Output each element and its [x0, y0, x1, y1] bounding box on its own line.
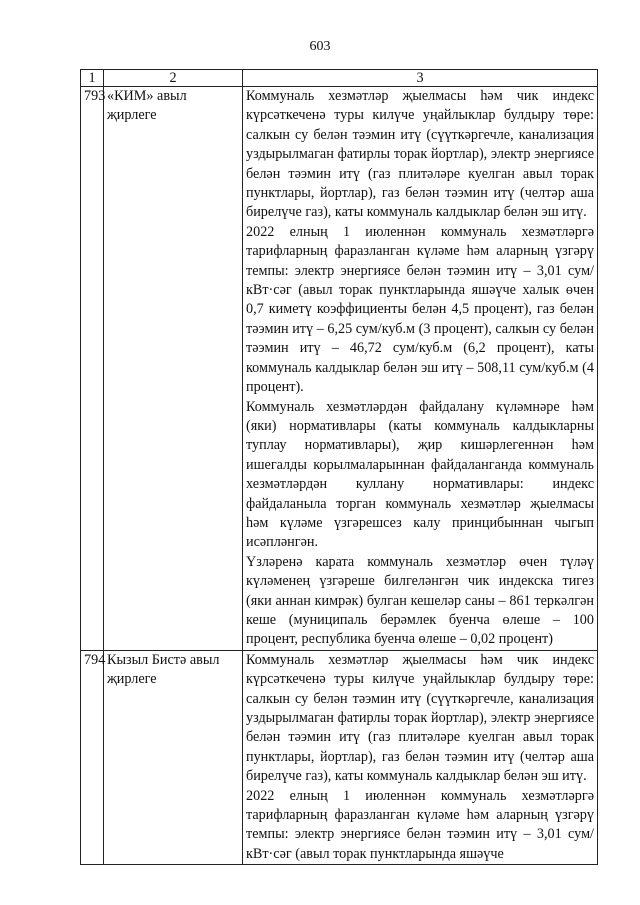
- settlement-name: Кызыл Бистә авыл җирлеге: [104, 650, 243, 864]
- paragraph: Коммуналь хезмәтләрдән файдалану күләмнәре һәм (яки) нормативлары (каты коммуналь калдыкларны туплау нормативлары), җир кишәрлегеннән һәм ишегалды корылмаларыннан файдаланганда коммуналь хезмәтләрдән куллану нормативлары: индекс файдаланыла торган коммуналь хезмәтләр җыелмасы һәм күләме үзгәрешсез калу принцибыннан чыгып исәпләнгән.: [246, 398, 594, 551]
- description-cell: [243, 650, 598, 864]
- table-header-row: [81, 70, 598, 87]
- table-row: [81, 650, 598, 864]
- row-number: 794: [81, 650, 104, 864]
- description-cell: [243, 87, 598, 651]
- paragraph: Коммуналь хезмәтләр җыелмасы һәм чик индекс күрсәткеченә туры килүче уңайлыклар булдыру төре: салкын су белән тәэмин итү (сүүткәргечле, канализация уздырылмаган фатирлы торак йортлар), электр энергиясе белән тәэмин итү (газ плитәләре куелган авыл торак пунктлары, йортлар), газ белән тәэмин итү (челтәр аша бирелүче газ), каты коммуналь калдыклар белән эш итү.: [246, 88, 594, 221]
- page-number: 603: [309, 39, 331, 54]
- settlement-name: «КИМ» авыл җирлеге: [104, 87, 243, 651]
- table-row: [81, 87, 598, 651]
- paragraph: Коммуналь хезмәтләр җыелмасы һәм чик индекс күрсәткеченә туры килүче уңайлыклар булдыру төре: салкын су белән тәэмин итү (сүүткәргечле, канализация уздырылмаган фатирлы торак йортлар), электр энергиясе белән тәэмин итү (газ плитәләре куелган авыл торак пунктлары, йортлар), газ белән тәэмин итү (челтәр аша бирелүче газ), каты коммуналь калдыклар белән эш итү.: [246, 651, 594, 785]
- paragraph: 2022 елның 1 июленнән коммуналь хезмәтләргә тарифларның фаразланган күләме һәм аларның үзгәрү темпы: электр энергиясе белән тәэмин итү – 3,01 сум/кВт·сәг (авыл торак пунктларында яшәүче халык өчен 0,7 киметү коэффициенты белән 4,5 процент), газ белән тәэмин итү – 6,25 сум/куб.м (3 процент), салкын су белән тәэмин итү – 46,72 сум/куб.м (6,2 процент), каты коммуналь калдыклар белән эш итү – 508,11 сум/куб.м (4 процент).: [246, 223, 594, 396]
- data-table: [80, 69, 598, 865]
- row-number: 793: [81, 87, 104, 651]
- paragraph: 2022 елның 1 июленнән коммуналь хезмәтләргә тарифларның фаразланган күләме һәм аларның үзгәрү темпы: электр энергиясе белән тәэмин итү – 3,01 сум/кВт·сәг (авыл торак пунктларында яшәүче: [246, 787, 594, 862]
- paragraph: Үзләренә карата коммуналь хезмәтләр өчен түләү күләменең үзгәреше билгеләнгән чик индекска тигез (яки аннан кимрәк) булган кешеләр саны – 861 теркәлгән кеше (муниципаль берәмлек буенча өлеше – 100 процент, республика буенча өлеше – 0,02 процент): [246, 553, 594, 648]
- column-header-3: 3: [243, 70, 598, 87]
- column-header-1: 1: [81, 70, 104, 87]
- column-header-2: 2: [104, 70, 243, 87]
